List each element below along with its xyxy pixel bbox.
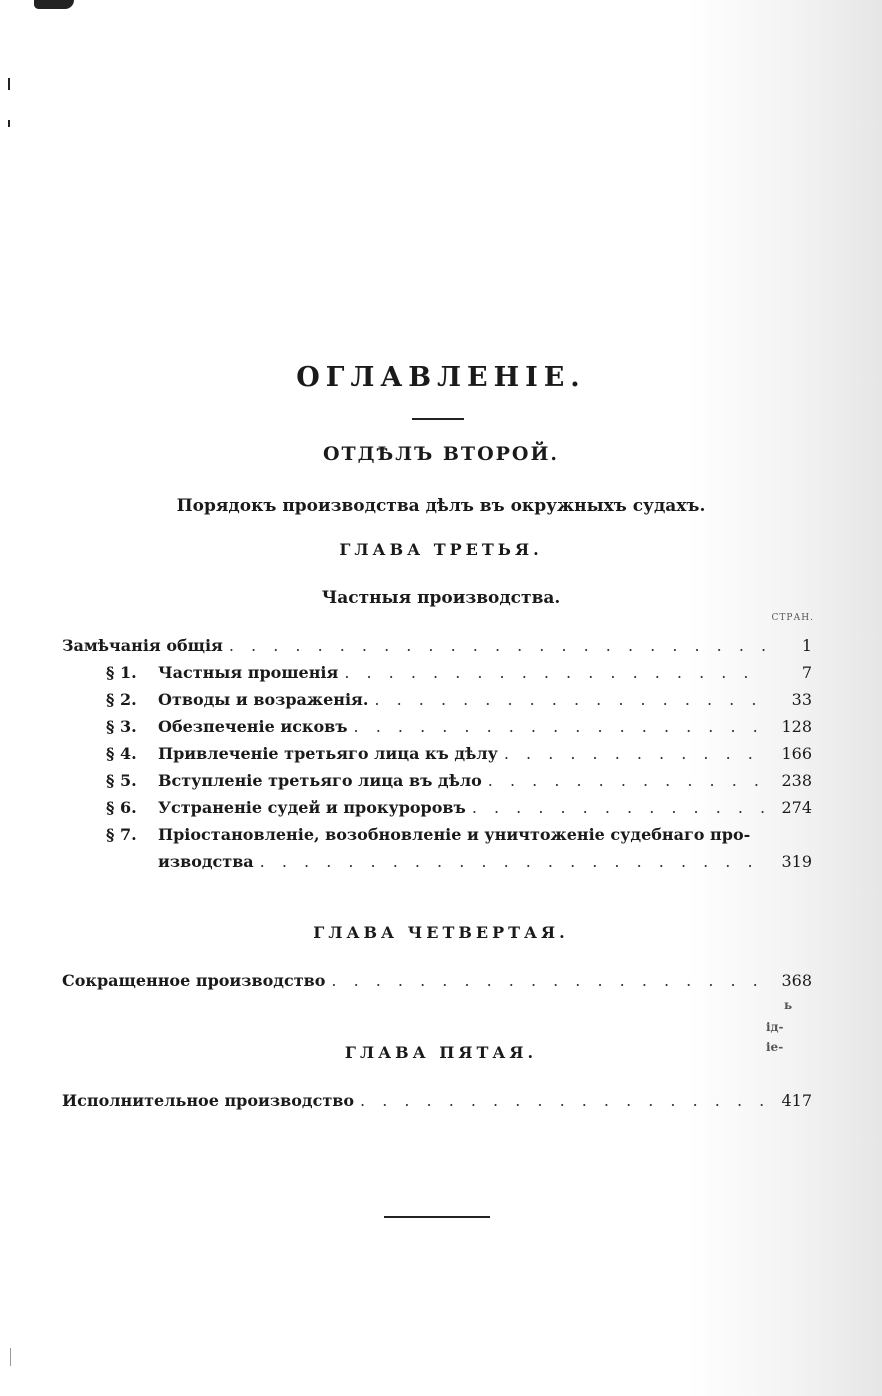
chapter-three-title: Частныя производства. [321,588,561,608]
leader-dots [374,687,766,713]
toc-entry-label: Сокращенное производство [62,971,326,990]
leader-dots [229,633,766,659]
toc-entry-number: § 1. [106,663,137,682]
scan-mark-tick [8,120,10,127]
section-title: ОТДѢЛЪ ВТОРОЙ. [322,443,560,465]
toc-entry-number: § 5. [106,771,137,790]
toc-entry-label: Привлеченіе третьяго лица къ дѣлу [158,744,498,763]
toc-entry-label: Замѣчанія общія [62,636,223,655]
toc-entry-section-2[interactable] [106,687,812,713]
toc-entry-label: Обезпеченіе исковъ [158,717,348,736]
toc-entry-page: 1 [801,636,812,655]
toc-entry-number: § 6. [106,798,137,817]
scan-mark-tick [8,78,10,90]
leader-dots [504,741,766,767]
toc-entry-section-4[interactable] [106,741,812,767]
toc-entry-page: 274 [781,798,812,817]
toc-entry-page: 33 [791,690,812,709]
chapter-five-heading: ГЛАВА ПЯТАЯ. [344,1043,538,1062]
toc-entry-page: 238 [781,771,812,790]
toc-entry-section-1[interactable] [106,660,812,686]
scan-mark-corner [34,0,74,9]
toc-entry-section-7[interactable] [106,822,812,848]
margin-fragment: іе- [766,1040,784,1054]
toc-entry-page: 319 [781,852,812,871]
leader-dots [360,1088,766,1114]
leader-dots [331,968,766,994]
margin-fragment: ь [784,998,793,1012]
chapter-three-heading: ГЛАВА ТРЕТЬЯ. [339,540,543,559]
toc-entry-section-3[interactable] [106,714,812,740]
section-subtitle: Порядокъ производства дѣлъ въ окружныхъ судахъ. [176,496,706,516]
toc-entry-number: § 4. [106,744,137,763]
toc-entry-label: Частныя прошенія [158,663,339,682]
toc-entry-label: Устраненіе судей и прокуроровъ [158,798,466,817]
leader-dots [260,849,766,875]
toc-entry-section-6[interactable] [106,795,812,821]
leader-dots [344,660,766,686]
leader-dots [472,795,766,821]
toc-entry-number: § 3. [106,717,137,736]
page-title: ОГЛАВЛЕНІЕ. [296,362,586,393]
toc-entry-executive-procedure[interactable] [62,1088,812,1114]
toc-entry-page: 7 [801,663,812,682]
title-divider [412,418,464,420]
toc-entry-number: § 2. [106,690,137,709]
toc-entry-number: § 7. [106,825,137,844]
leader-dots [488,768,766,794]
toc-entry-page: 166 [781,744,812,763]
toc-entry-label: Отводы и возраженія. [158,690,369,709]
page-column-header: СТРАН. [771,613,814,623]
margin-fragment: ід- [766,1020,784,1034]
toc-entry-label: Пріостановленіе, возобновленіе и уничтоженіе судебнаго про- [158,825,751,844]
leader-dots [354,714,766,740]
scan-mark-tick [10,1348,11,1366]
toc-entry-label: Вступленіе третьяго лица въ дѣло [158,771,482,790]
toc-entry-page: 368 [781,971,812,990]
toc-entry-label: Исполнительное производство [62,1091,355,1110]
closing-divider [384,1216,490,1218]
toc-entry-label: изводства [158,852,254,871]
toc-entry-page: 417 [781,1091,812,1110]
toc-entry-page: 128 [781,717,812,736]
toc-entry-section-5[interactable] [106,768,812,794]
toc-entry-section-7-continued[interactable] [158,849,812,875]
toc-entry-general-remarks[interactable] [62,633,812,659]
chapter-four-heading: ГЛАВА ЧЕТВЕРТАЯ. [313,923,569,942]
toc-entry-abbreviated-procedure[interactable] [62,968,812,994]
